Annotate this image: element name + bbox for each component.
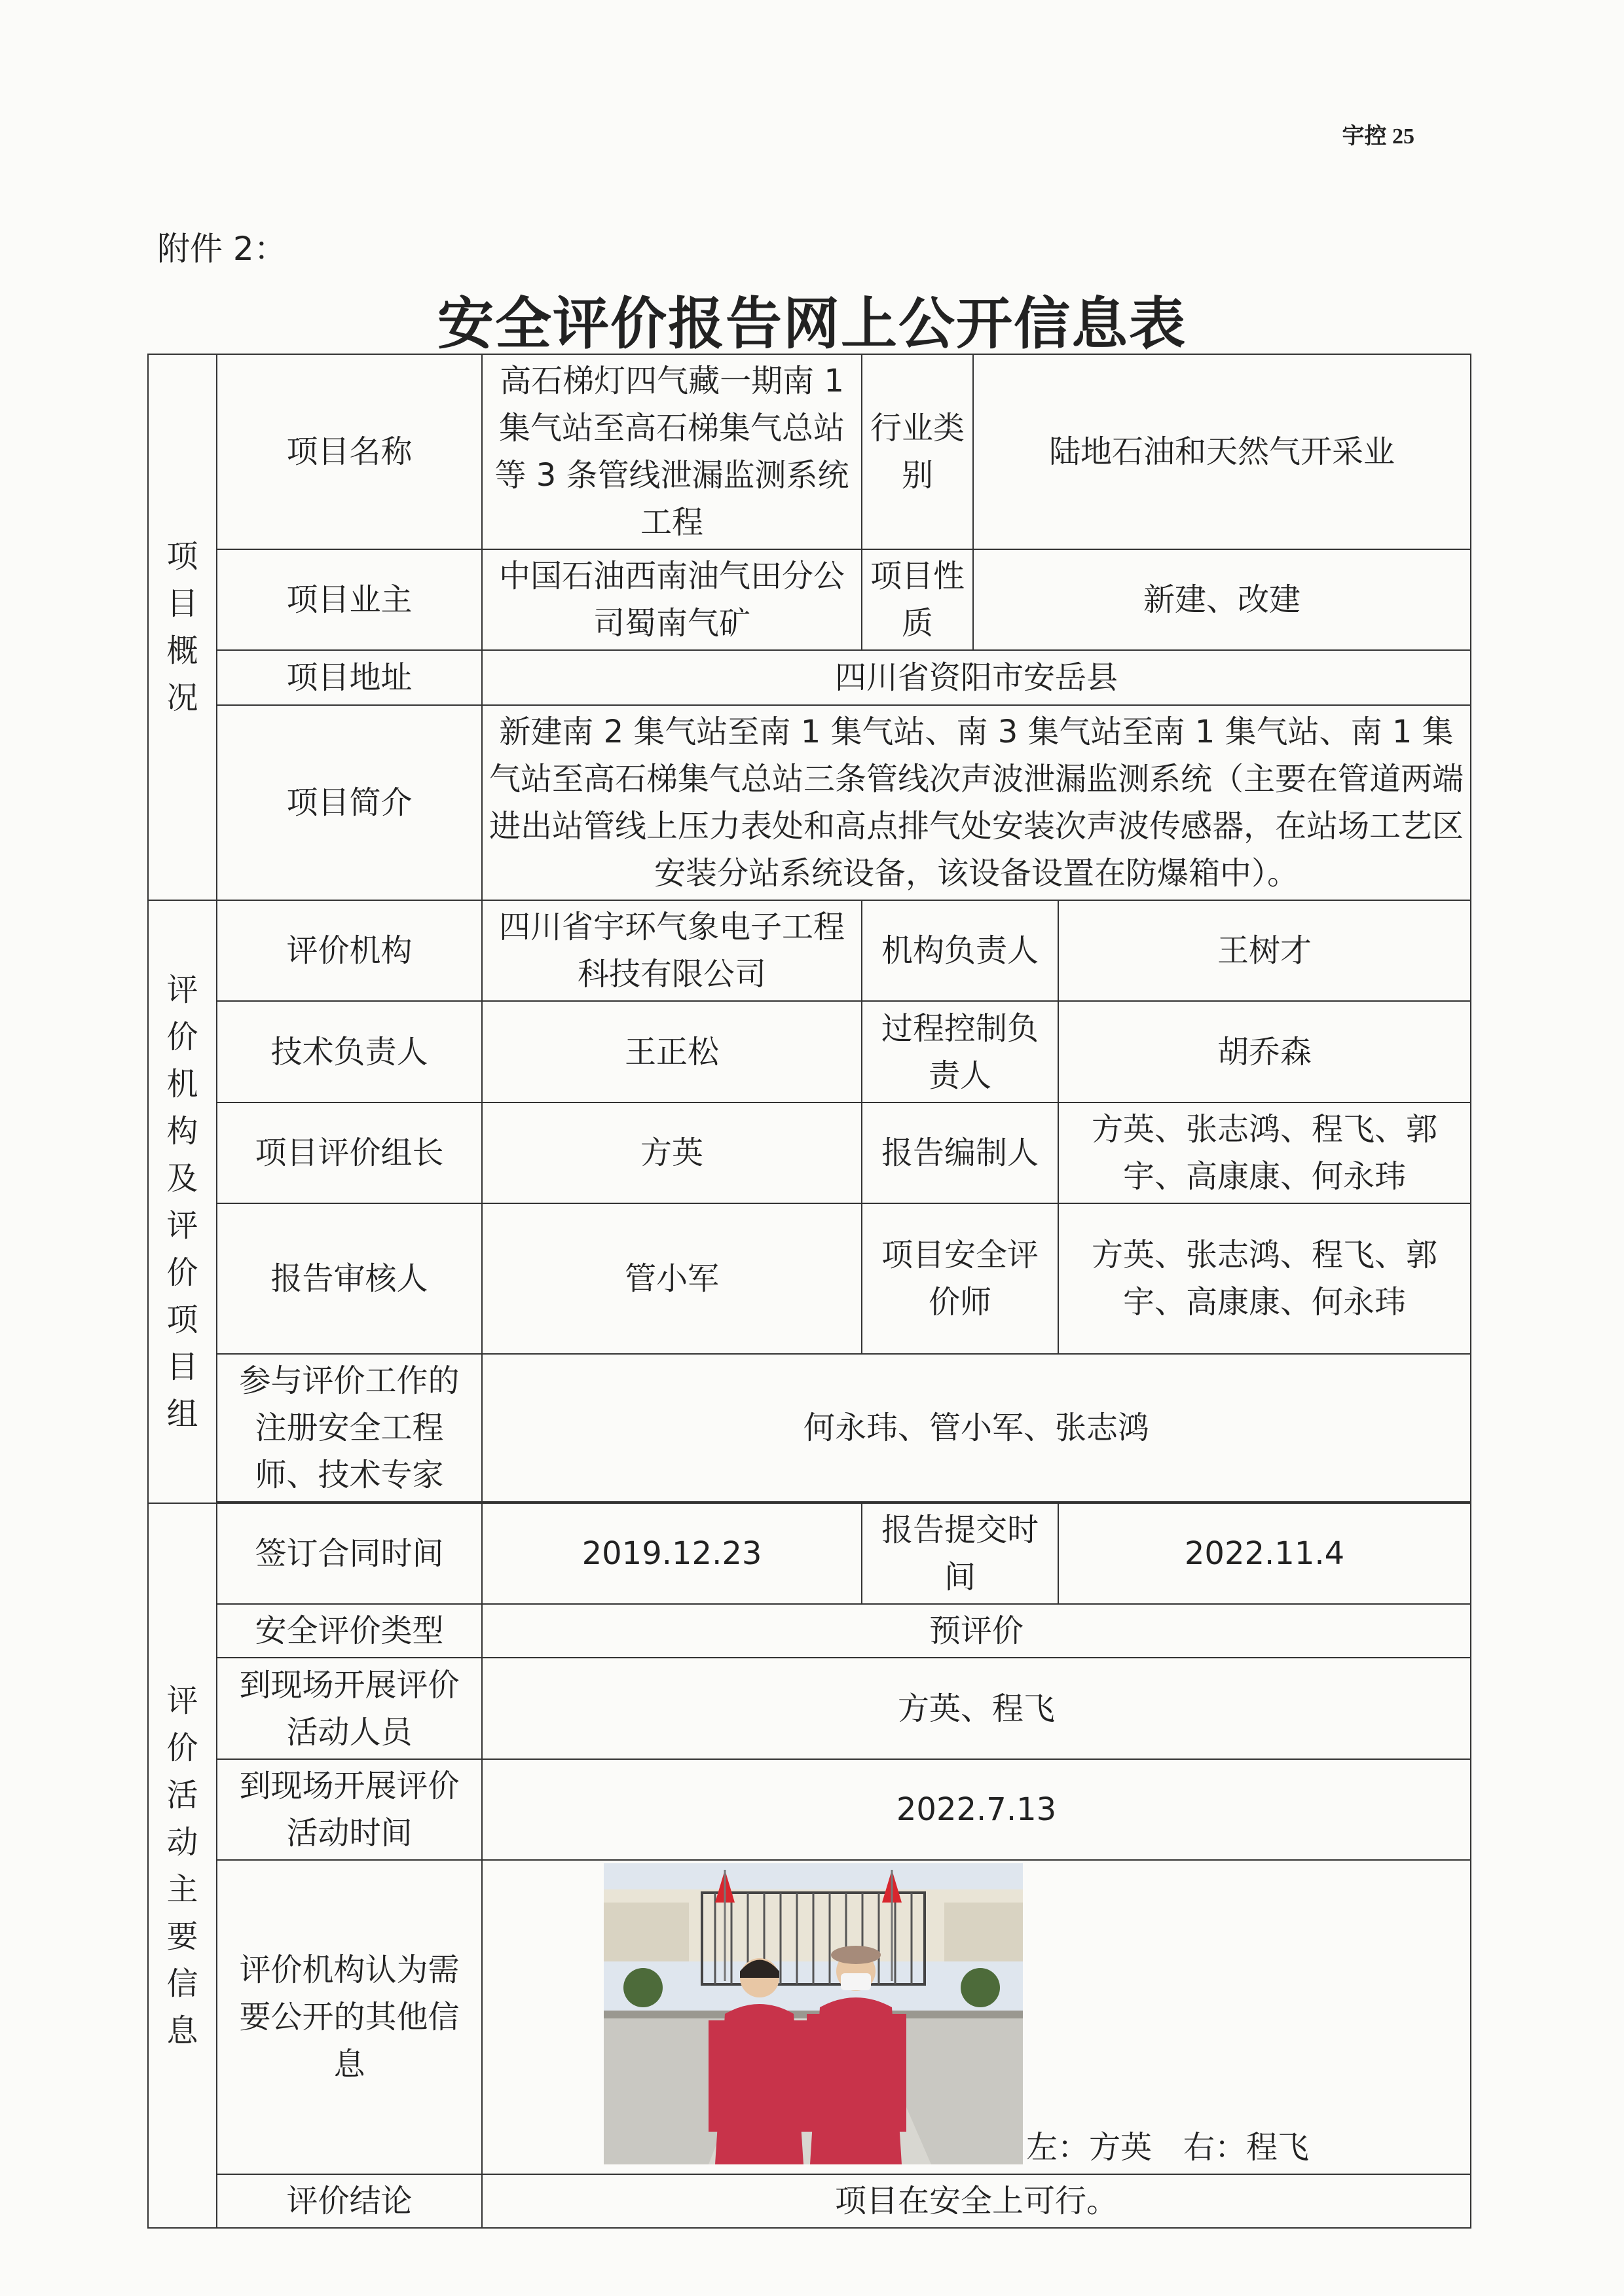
table-row (148, 650, 1471, 705)
project-name-value: 高石梯灯四气藏一期南 1 集气站至高石梯集气总站等 3 条管线泄漏监测系统工程 (482, 354, 862, 549)
section-agency: 评价机构及评价项目组 (148, 900, 217, 1503)
experts-label: 参与评价工作的注册安全工程师、技术专家 (217, 1354, 482, 1502)
head-value: 王树才 (1058, 900, 1471, 1001)
org-label: 评价机构 (217, 900, 482, 1001)
section-activity: 评价活动主要信息 (148, 1503, 217, 2228)
table-row (148, 354, 1471, 549)
info-table (147, 354, 1471, 2229)
table-row (148, 1503, 1471, 1604)
site-photo (604, 1863, 1023, 2164)
author-value: 方英、张志鸿、程飞、郭宇、高康康、何永玮 (1058, 1102, 1471, 1203)
org-value: 四川省宇环气象电子工程科技有限公司 (482, 900, 862, 1001)
section-overview: 项目概况 (148, 354, 217, 900)
table-row (148, 549, 1471, 650)
author-label: 报告编制人 (862, 1102, 1058, 1203)
attachment-label: 附件 2： (157, 230, 287, 268)
type-value: 预评价 (482, 1604, 1471, 1658)
experts-value: 何永玮、管小军、张志鸿 (482, 1354, 1471, 1502)
tech-label: 技术负责人 (217, 1001, 482, 1102)
intro-label: 项目简介 (217, 705, 482, 900)
type-label: 安全评价类型 (217, 1604, 482, 1658)
nature-value: 新建、改建 (973, 549, 1471, 650)
process-label: 过程控制负责人 (862, 1001, 1058, 1102)
table-row (148, 1001, 1471, 1102)
process-value: 胡乔森 (1058, 1001, 1471, 1102)
submit-value: 2022.11.4 (1058, 1503, 1471, 1604)
time-value: 2022.7.13 (482, 1759, 1471, 1860)
owner-value: 中国石油西南油气田分公司蜀南气矿 (482, 549, 862, 650)
leader-label: 项目评价组长 (217, 1102, 482, 1203)
reviewer-label: 报告审核人 (217, 1203, 482, 1354)
table-row (148, 2174, 1471, 2228)
industry-label: 行业类别 (862, 354, 973, 549)
table-row (148, 1354, 1471, 1502)
other-label: 评价机构认为需要公开的其他信息 (217, 1860, 482, 2174)
reviewer-value: 管小军 (482, 1203, 862, 1354)
conclusion-label: 评价结论 (217, 2174, 482, 2228)
table-row (148, 1102, 1471, 1203)
head-label: 机构负责人 (862, 900, 1058, 1001)
contract-value: 2019.12.23 (482, 1503, 862, 1604)
address-value: 四川省资阳市安岳县 (482, 650, 1471, 705)
leader-value: 方英 (482, 1102, 862, 1203)
staff-value: 方英、程飞 (482, 1658, 1471, 1759)
document-code: 宇控 25 (1342, 124, 1414, 149)
submit-label: 报告提交时间 (862, 1503, 1058, 1604)
tech-value: 王正松 (482, 1001, 862, 1102)
assessor-value: 方英、张志鸿、程飞、郭宇、高康康、何永玮 (1058, 1203, 1471, 1354)
other-value (482, 1860, 1471, 2174)
table-row (148, 1203, 1471, 1354)
table-row (148, 1759, 1471, 1860)
table-row (148, 900, 1471, 1001)
assessor-label: 项目安全评价师 (862, 1203, 1058, 1354)
project-name-label: 项目名称 (217, 354, 482, 549)
owner-label: 项目业主 (217, 549, 482, 650)
table-row (148, 705, 1471, 900)
industry-value: 陆地石油和天然气开采业 (973, 354, 1471, 549)
table-row (148, 1658, 1471, 1759)
time-label: 到现场开展评价活动时间 (217, 1759, 482, 1860)
address-label: 项目地址 (217, 650, 482, 705)
nature-label: 项目性质 (862, 549, 973, 650)
conclusion-value: 项目在安全上可行。 (482, 2174, 1471, 2228)
contract-label: 签订合同时间 (217, 1503, 482, 1604)
intro-value: 新建南 2 集气站至南 1 集气站、南 3 集气站至南 1 集气站、南 1 集气站至高石梯集气总站三条管线次声波泄漏监测系统（主要在管道两端进出站管线上压力表处和高点排气处安装次声波传感器，在站场工艺区安装分站系统设备，该设备设置在防爆箱中）。 (482, 705, 1471, 900)
page-title: 安全评价报告网上公开信息表 (437, 291, 1187, 357)
staff-label: 到现场开展评价活动人员 (217, 1658, 482, 1759)
table-row (148, 1860, 1471, 2174)
table-row (148, 1604, 1471, 1658)
site-photo-image (604, 1863, 1023, 2164)
photo-caption: 左：方英 右：程飞 (1026, 2129, 1310, 2166)
